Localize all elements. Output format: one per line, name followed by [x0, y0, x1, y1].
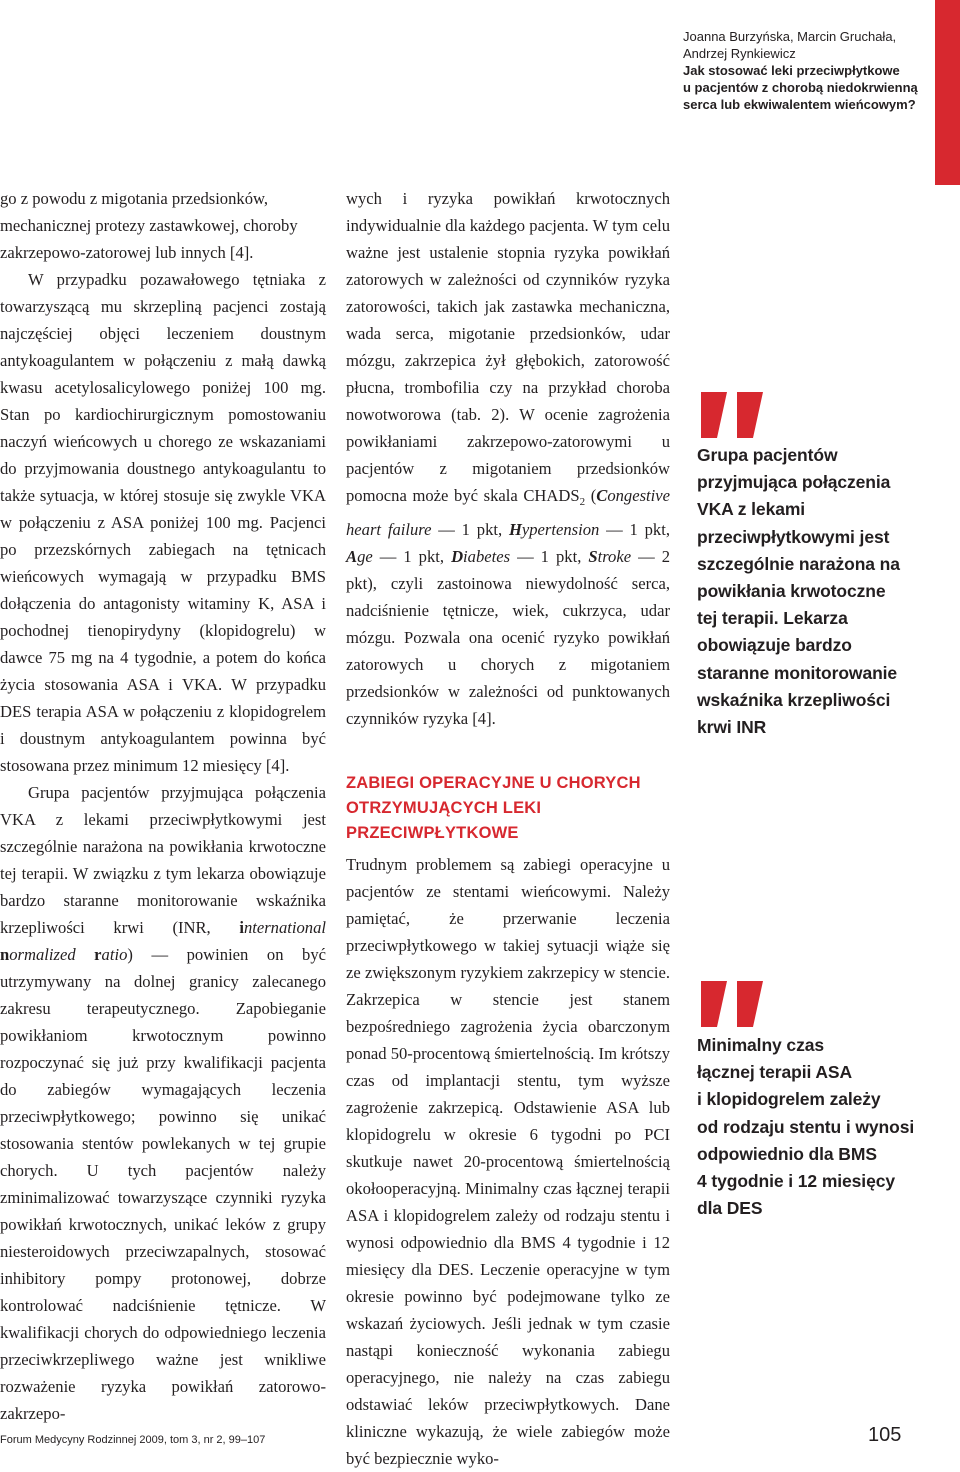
paragraph-text: (: [585, 486, 597, 505]
pull-quote-line: przeciwpłytkowymi jest: [697, 526, 890, 547]
emphasis: S: [588, 547, 598, 566]
emphasis: troke: [597, 547, 632, 566]
emphasis: i: [239, 918, 244, 937]
paragraph-text: — 1 pkt,: [372, 547, 452, 566]
pull-quote-line: obowiązuje bardzo: [697, 635, 852, 656]
paragraph-text: — 1 pkt,: [431, 520, 509, 539]
emphasis: n: [0, 945, 10, 964]
section-heading: [346, 771, 670, 846]
pull-quote-line: przyjmująca połączenia: [697, 472, 891, 493]
pull-quote-line: krwi INR: [697, 717, 767, 738]
footer-journal: Forum Medycyny Rodzinnej 2009, tom 3, nr 2, 99–107: [0, 1434, 266, 1446]
header-title: [683, 62, 933, 113]
header-title-line: u pacjentów z chorobą niedokrwienną: [683, 80, 918, 95]
paragraph: [0, 779, 326, 1427]
pull-quote-line: VKA z lekami: [697, 499, 806, 520]
emphasis: H: [508, 520, 522, 539]
pull-quote-line: powikłania krwotoczne: [697, 581, 886, 602]
pull-quote-line: szczególnie narażona na: [697, 553, 900, 574]
paragraph-text: — 1 pkt,: [599, 520, 670, 539]
header-authors: [683, 28, 933, 62]
paragraph: W przypadku pozawałowego tętniaka z towarzyszącą mu skrzepliną pacjenci zostają najczęściej objęci leczeniem doustnym antykoagulantem w połączeniu z małą dawką kwasu acetylosalicylowego poniżej 100 mg. Stan po kardiochirurgicznym pomostowaniu naczyń wieńcowych u chorego ze wskazaniami do przyjmowania doustnego antykoagulantu to także sytuacja, w której stosuje się zwykle VKA w połączeniu z ASA poniżej 100 mg. Pacjenci po przezskórnych zabiegach na tętnicach wieńcowych wymagają w przypadku BMS dołączenia do antagonisty witaminy K, ASA i pochodnej tienopirydyny (klopidogrelu) w dawce 75 mg na 4 tygodnie, a potem do końca życia stosowania ASA i VKA. W przypadku DES terapia ASA w połączeniu z klopidogrelem i doustnym antykoagulantem powinna być stosowana przez minimum 12 miesięcy [4].: [0, 270, 326, 775]
text-column-middle: [346, 185, 670, 1472]
pull-quote-line: 4 tygodnie i 12 miesięcy: [697, 1171, 895, 1192]
emphasis: ongestive heart failure: [346, 486, 670, 539]
quote-mark-icon: [697, 392, 771, 438]
pull-quote-line: Minimalny czas: [697, 1035, 824, 1055]
pull-quote-line: i klopidogrelem zależy: [697, 1089, 881, 1110]
header-authors-line: Joanna Burzyńska, Marcin Gruchała,: [683, 29, 897, 44]
emphasis: atio: [101, 945, 128, 964]
pull-quote-line: tej terapii. Lekarza: [697, 608, 848, 629]
emphasis: A: [346, 547, 358, 566]
subscript: 2: [579, 496, 586, 508]
pull-quote-line: dla DES: [697, 1198, 763, 1219]
pull-quote-line: wskaźnika krzepliwości: [697, 689, 891, 710]
emphasis: ypertension: [521, 520, 600, 539]
running-header: [683, 28, 933, 113]
section-heading-line: OTRZYMUJĄCYCH LEKI PRZECIWPŁYTKOWE: [346, 799, 542, 842]
header-title-line: serca lub ekwiwalentem wieńcowym?: [683, 97, 916, 112]
quote-mark-icon: [697, 981, 771, 1027]
paragraph: [346, 185, 670, 732]
header-title-line: Jak stosować leki przeciwpłytkowe: [683, 63, 900, 78]
pull-quote-line: łącznej terapii ASA: [697, 1062, 853, 1083]
pull-quote-line: Grupa pacjentów: [697, 445, 838, 465]
paragraph-text: ) — powinien on być utrzymywany na dolnej granicy zalecanego zakresu terapeutycznego. Zapobieganie powikłaniom krwotocznym powinno rozpoczynać się już przy kwalifikacji pacjenta do zabiegów wymagających leczenia przeciwpłytkowego; powinno się unikać stosowania stentów powlekanych w tej grupie chorych. U tych pacjentów należy zminimalizować towarzyszące czynniki ryzyka powikłań krwotocznych, unikać leków z grupy niesteroidowych przeciwzapalnych, stosować inhibitory pompy protonowej, dobrze kontrolować nadciśnienie tętnicze. W kwalifikacji chorych do odpowiedniego leczenia przeciwkrzepliwego ważne jest wnikliwe rozważenie ryzyka powikłań zatorowo-zakrzepo-: [0, 945, 326, 1423]
paragraph: Trudnym problemem są zabiegi operacyjne u pacjentów ze stentami wieńcowymi. Należy pamiętać, że przerwanie leczenia przeciwpłytkowego w takiej sytuacji wiąże się ze zwiększonym ryzykiem zakrzepicy w stencie. Zakrzepica w stencie jest stanem bezpośredniego zagrożenia życia obarczonym ponad 50-procentową śmiertelnością. Im krótszy czas od implantacji stentu, tym wyższe zagrożenie zakrzepicą. Odstawienie ASA lub klopidogrelu w okresie 6 tygodni po PCI skutkuje nawet 20-procentową śmiertelnością okołooperacyjną. Minimalny czas łącznej terapii ASA i klopidogrelem zależy od rodzaju stentu i wynosi odpowiednio dla BMS 4 tygodnie i 12 miesięcy dla DES. Leczenie operacyjne w tym okresie powinno być podejmowane tylko ze wskazań życiowych. Jeśli jednak w tym czasie nastąpi konieczność wykonania zabiegu operacyjnego, nie należy na czas zabiegu odstawiać leków przeciwpłytkowych. Dane kliniczne wykazują, że wiele zabiegów może być bezpiecznie wyko-: [346, 855, 670, 1468]
paragraph-text: Grupa pacjentów przyjmująca połączenia VKA z lekami przeciwpłytkowymi jest szczególnie narażona na powikłania krwotoczne tej terapii. W związku z tym lekarza obowiązuje bardzo staranne monitorowanie wskaźnika krzepliwości krwi (INR,: [0, 783, 326, 937]
text-column-left: [0, 185, 326, 1427]
paragraph-text: wych i ryzyka powikłań krwotocznych indywidualnie dla każdego pacjenta. W tym celu ważne jest ustalenie stopnia ryzyka powikłań zatorowych w zależności od czynników ryzyka zatorowości, takich jak zastawka mechaniczna, wada serca, migotanie przedsionków, udar mózgu, zakrzepica żył głębokich, zatorowość płucna, trombofilia czy na przykład choroba nowotworowa (tab. 2). W ocenie zagrożenia powikłaniami zakrzepowo-zatorowymi u pacjentów z migotaniem przedsionków pomocna może być skala CHADS: [346, 189, 670, 505]
emphasis: C: [596, 486, 608, 505]
header-authors-line: Andrzej Rynkiewicz: [683, 46, 796, 61]
emphasis: ormalized: [9, 945, 95, 964]
red-edge-bar: [935, 0, 960, 185]
emphasis: nternational: [243, 918, 326, 937]
emphasis: iabetes: [463, 547, 511, 566]
pull-quote-2: [697, 1032, 937, 1222]
paragraph: go z powodu z migotania przedsionków, mechanicznej protezy zastawkowej, choroby zakrzepowo-zatorowej lub innych [4].: [0, 189, 298, 262]
pull-quote-line: odpowiednio dla BMS: [697, 1143, 877, 1164]
emphasis: D: [451, 547, 464, 566]
paragraph-text: — 1 pkt,: [510, 547, 589, 566]
emphasis: ge: [357, 547, 373, 566]
page-number: 105: [868, 1424, 902, 1446]
pull-quote-line: od rodzaju stentu i wynosi: [697, 1116, 915, 1137]
pull-quote-1: [697, 442, 937, 741]
pull-quote-line: staranne monitorowanie: [697, 662, 898, 683]
section-heading-line: ZABIEGI OPERACYJNE U CHORYCH: [346, 774, 641, 792]
emphasis: r: [94, 945, 102, 964]
paragraph-text: — 2 pkt), czyli zastoinowa niewydolność serca, nadciśnienie tętnicze, wiek, cukrzyca, udar mózgu. Pozwala ona ocenić ryzyko powikłań zatorowych u chorych z migotaniem przedsionków w zależności od punktowanych czynników ryzyka [4].: [346, 547, 671, 728]
